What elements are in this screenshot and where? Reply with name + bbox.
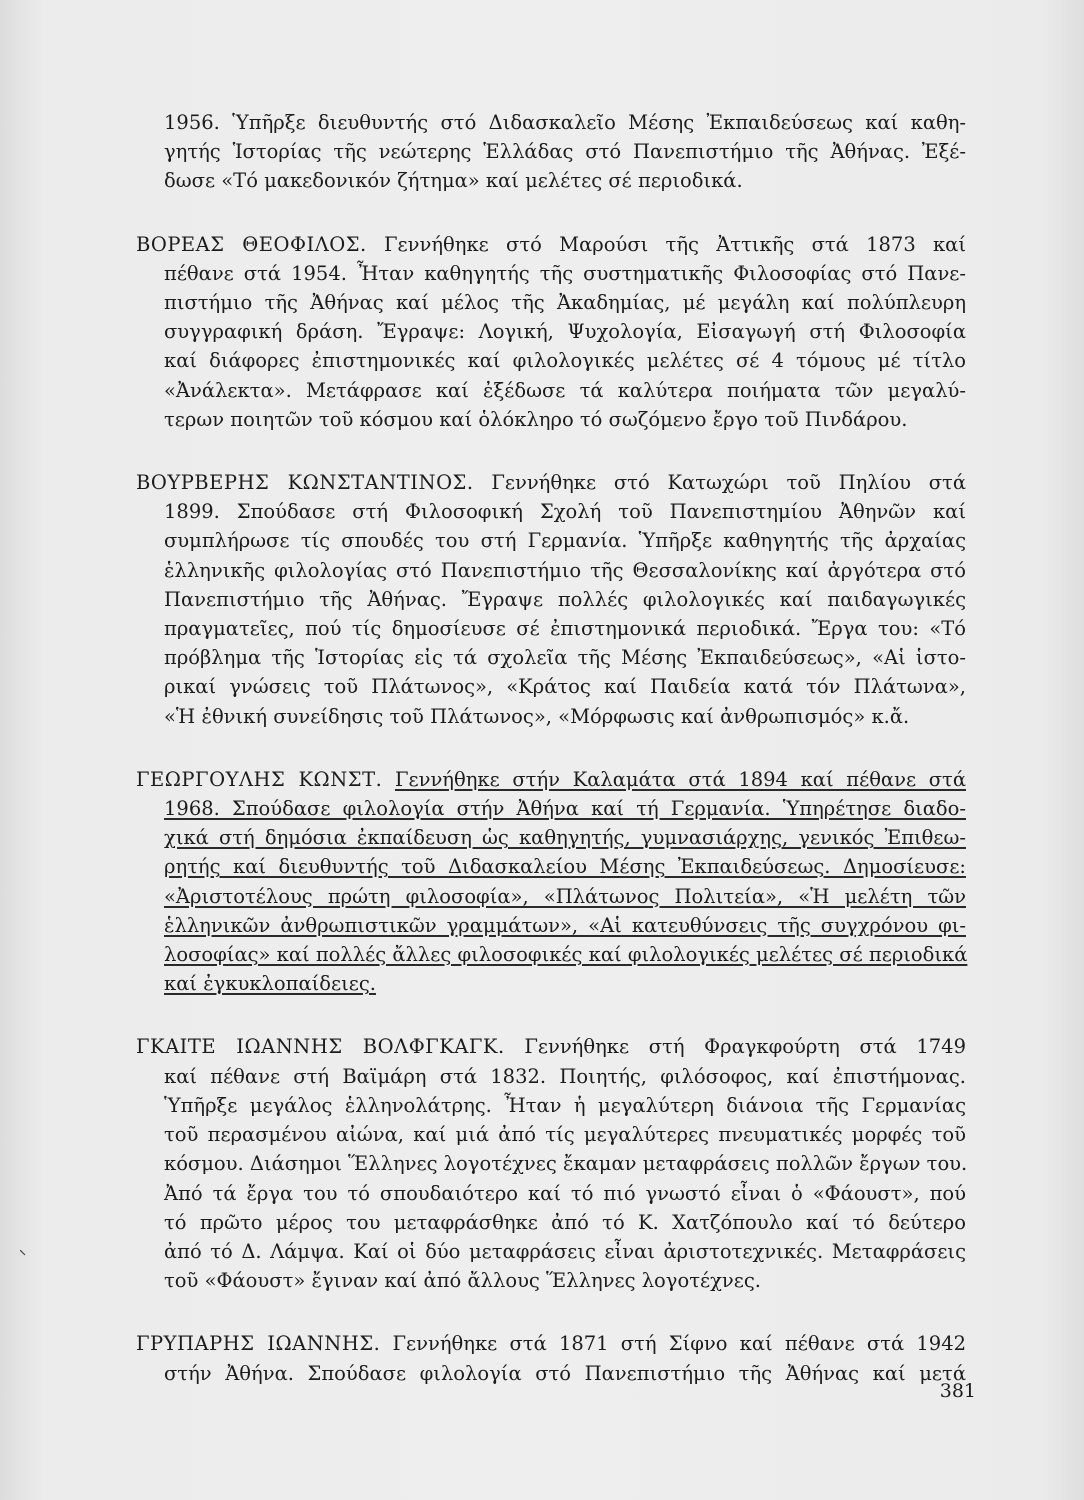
pen-mark	[20, 1250, 26, 1256]
entry-name: ΒΟΡΕΑΣ ΘΕΟΦΙΛΟΣ.	[136, 232, 367, 256]
text-line: ρικαί γνώσεις τοῦ Πλάτωνος», «Κράτος καί Παιδεία κατά τόν Πλάτωνα»,	[164, 675, 966, 699]
entry-voreas	[136, 230, 966, 434]
text-line	[136, 230, 966, 259]
entry-georgoulis	[136, 765, 966, 999]
text-line	[136, 468, 966, 497]
entry-text: Γεννήθηκε στό Κατωχώρι τοῦ Πηλίου στά	[491, 471, 966, 495]
text-line: «Ἀριστοτέλους πρώτη φιλοσοφία», «Πλάτωνος Πολιτεία», «Ἡ μελέτη τῶν	[164, 884, 966, 908]
entry-continuation	[136, 108, 966, 196]
text-line: «Ἡ ἐθνική συνείδησις τοῦ Πλάτωνος», «Μόρφωσις καί ἀνθρωπισμός» κ.ἄ.	[164, 704, 910, 728]
text-line: πέθανε στά 1954. Ἦταν καθηγητής τῆς συστηματικῆς Φιλοσοφίας στό Πανε-	[164, 261, 966, 285]
entry-vourveris	[136, 468, 966, 731]
text-line: χικά στή δημόσια ἐκπαίδευση ὡς καθηγητής, γυμνασιάρχης, γενικός Ἐπιθεω-	[164, 826, 966, 850]
text-line: δωσε «Τό μακεδονικόν ζήτημα» καί μελέτες σέ περιοδικά.	[164, 169, 743, 193]
text-line: στήν Ἀθήνα. Σπούδασε φιλολογία στό Πανεπιστήμιο τῆς Ἀθήνας καί μετά	[164, 1361, 966, 1385]
text-line: τοῦ «Φάουστ» ἔγιναν καί ἀπό ἄλλους Ἕλληνες λογοτέχνες.	[164, 1269, 761, 1293]
text-line: τό πρῶτο μέρος του μεταφράσθηκε ἀπό τό Κ. Χατζόπουλο καί τό δεύτερο	[164, 1210, 966, 1234]
text-line: 1968. Σπούδασε φιλολογία στήν Ἀθήνα καί τή Γερμανία. Ὑπηρέτησε διαδο-	[164, 797, 966, 821]
text-line: πρόβλημα τῆς Ἱστορίας εἰς τά σχολεῖα τῆς Μέσης Ἐκπαιδεύσεως», «Αἱ ἱστο-	[164, 646, 966, 670]
entry-name: ΓΡΥΠΑΡΗΣ ΙΩΑΝΝΗΣ.	[136, 1332, 381, 1356]
entry-text: Γεννήθηκε στό Μαρούσι τῆς Ἀττικῆς στά 1873 καί	[384, 232, 966, 256]
text-line: τερων ποιητῶν τοῦ κόσμου καί ὁλόκληρο τό σωζόμενο ἔργο τοῦ Πινδάρου.	[164, 407, 908, 431]
entry-name: ΒΟΥΡΒΕΡΗΣ ΚΩΝΣΤΑΝΤΙΝΟΣ.	[136, 471, 474, 495]
text-line: καί διάφορες ἐπιστημονικές καί φιλολογικές μελέτες σέ 4 τόμους μέ τίτλο	[164, 349, 966, 373]
entry-text: Γεννήθηκε στά 1871 στή Σίφνο καί πέθανε στά 1942	[392, 1332, 967, 1356]
text-line: Ὑπῆρξε μεγάλος ἑλληνολάτρης. Ἦταν ἡ μεγαλύτερη διάνοια τῆς Γερμανίας	[164, 1093, 966, 1117]
text-line: ἀπό τό Δ. Λάμψα. Καί οἱ δύο μεταφράσεις εἶναι ἀριστοτεχνικές. Μεταφράσεις	[164, 1239, 966, 1263]
text-line: πραγματεῖες, πού τίς δημοσίευσε σέ ἐπιστημονικά περιοδικά. Ἔργα του: «Τό	[164, 617, 966, 641]
text-line: τοῦ περασμένου αἰώνα, καί μιά ἀπό τίς μεγαλύτερες πνευματικές μορφές τοῦ	[164, 1123, 966, 1147]
page-number: 381	[939, 1380, 976, 1402]
entry-name: ΓΚΑΙΤΕ ΙΩΑΝΝΗΣ ΒΟΛΦΓΚΑΓΚ.	[136, 1035, 505, 1059]
text-line: κόσμου. Διάσημοι Ἕλληνες λογοτέχνες ἔκαμαν μεταφράσεις πολλῶν ἔργων του.	[164, 1152, 968, 1176]
text-line: συγγραφική δράση. Ἔγραψε: Λογική, Ψυχολογία, Εἰσαγωγή στή Φιλοσοφία	[164, 320, 966, 344]
page-content	[136, 108, 966, 1422]
entry-goethe	[136, 1032, 966, 1295]
text-line: συμπλήρωσε τίς σπουδές του στή Γερμανία. Ὑπῆρξε καθηγητής τῆς ἀρχαίας	[164, 529, 966, 553]
text-line	[136, 765, 966, 794]
text-line: 1956. Ὑπῆρξε διευθυντής στό Διδασκαλεῖο Μέσης Ἐκπαιδεύσεως καί καθη-	[164, 111, 966, 134]
text-line: λοσοφίας» καί πολλές ἄλλες φιλοσοφικές καί φιλολογικές μελέτες σέ περιοδικά	[164, 943, 968, 967]
entry-name: ΓΕΩΡΓΟΥΛΗΣ ΚΩΝΣΤ.	[136, 767, 383, 791]
text-line: καί ἐγκυκλοπαίδειες.	[164, 972, 376, 996]
text-line: καί πέθανε στή Βαϊμάρη στά 1832. Ποιητής, φιλόσοφος, καί ἐπιστήμονας.	[164, 1064, 966, 1088]
text-line	[136, 1032, 966, 1061]
text-line: ἑλληνικῶν ἀνθρωπιστικῶν γραμμάτων», «Αἱ κατευθύνσεις τῆς συγχρόνου φι-	[164, 913, 966, 937]
entry-gryparis	[136, 1329, 966, 1387]
text-line: γητής Ἱστορίας τῆς νεώτερης Ἑλλάδας στό Πανεπιστήμιο τῆς Ἀθήνας. Ἐξέ-	[164, 140, 966, 164]
entry-text: Γεννήθηκε στή Φραγκφούρτη στά 1749	[524, 1035, 966, 1059]
text-line: ἑλληνικῆς φιλολογίας στό Πανεπιστήμιο τῆς Θεσσαλονίκης καί ἀργότερα στό	[164, 558, 966, 582]
entry-text: Γεννήθηκε στήν Καλαμάτα στά 1894 καί πέθανε στά	[394, 767, 966, 791]
text-line: «Ἀνάλεκτα». Μετάφρασε καί ἐξέδωσε τά καλύτερα ποιήματα τῶν μεγαλύ-	[164, 378, 966, 402]
text-line: ρητής καί διευθυντής τοῦ Διδασκαλείου Μέσης Ἐκπαιδεύσεως. Δημοσίευσε:	[164, 855, 966, 879]
text-line: 1899. Σπούδασε στή Φιλοσοφική Σχολή τοῦ Πανεπιστημίου Ἀθηνῶν καί	[164, 500, 966, 524]
text-line: Πανεπιστήμιο τῆς Ἀθήνας. Ἔγραψε πολλές φιλολογικές καί παιδαγωγικές	[164, 587, 966, 611]
text-line	[136, 1329, 966, 1358]
text-line: πιστήμιο τῆς Ἀθήνας καί μέλος τῆς Ἀκαδημίας, μέ μεγάλη καί πολύπλευρη	[164, 291, 966, 315]
text-line: Ἀπό τά ἔργα του τό σπουδαιότερο καί τό πιό γνωστό εἶναι ὁ «Φάουστ», πού	[164, 1181, 966, 1205]
